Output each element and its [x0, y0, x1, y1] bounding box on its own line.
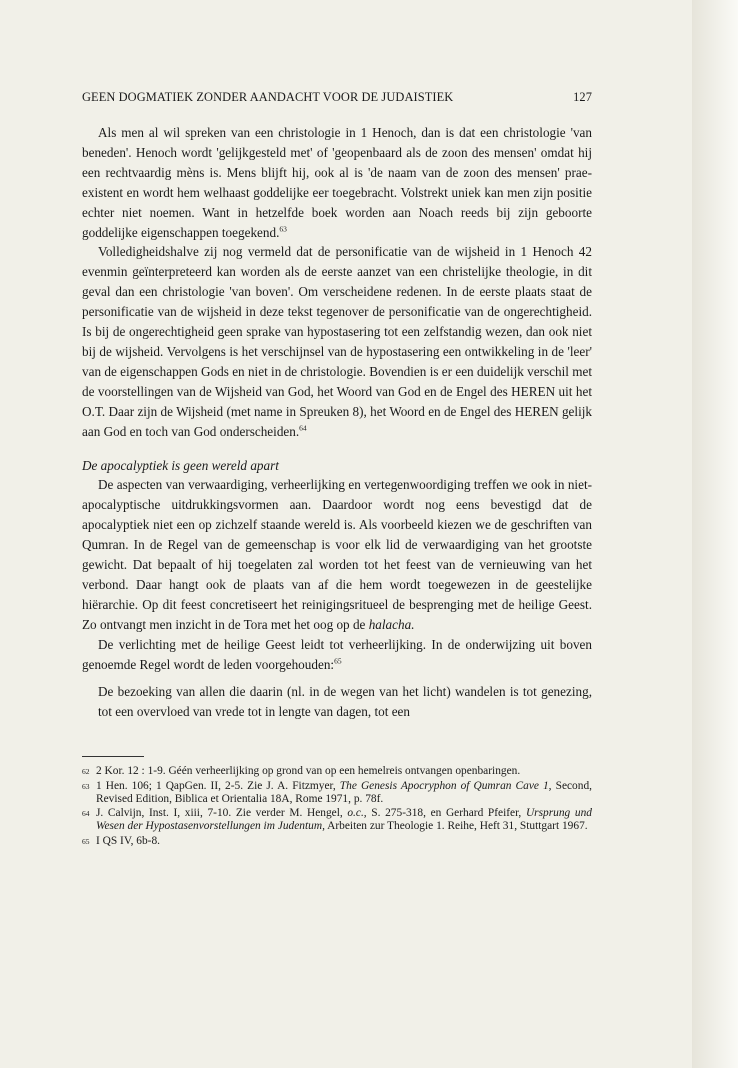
footnote-text: J. Calvijn, Inst. I, xiii, 7-10. Zie verder M. Hengel, o.c., S. 275-318, en Gerhard Pfeifer, Ursprung und Wesen der Hypostasenvorstellungen im Judentum, Arbeiten zur Theologie 1. Reihe, Heft 31, Stuttgart 1967.: [96, 807, 592, 833]
paragraph: De aspecten van verwaardiging, verheerlijking en vertegenwoordiging treffen we ook in niet-apocalyptische uitdrukkingsvormen aan. Daardoor wordt nog eens bevestigd dat de apocalyptiek niet een op zichzelf staande wereld is. Als voorbeeld kiezen we de geschriften van Qumran. In de Regel van de gemeenschap is voor elk lid de verwaardiging van het grootste gewicht. Dat bepaalt of hij toegelaten zal worden tot het feest van de vernieuwing van het verbond. Daar hangt ook de plaats van af die hem wordt toegewezen in de geestelijke hiërarchie. Op dit feest concretiseert het reinigingsritueel de besprenging met de heilige Geest. Zo ontvangt men inzicht in de Tora met het oog op de halacha.: [82, 477, 592, 632]
footnote-number: 65: [82, 836, 90, 846]
block-quote: De bezoeking van allen die daarin (nl. in de wegen van het licht) wandelen is tot genezing, tot een overvloed van vrede tot in lengte van dagen, tot een: [98, 684, 592, 720]
footnote-text: I QS IV, 6b-8.: [96, 834, 161, 847]
footnote-number: 64: [82, 809, 90, 819]
running-header: [82, 90, 592, 105]
paragraph: Volledigheidshalve zij nog vermeld dat de personificatie van de wijsheid in 1 Henoch 42 evenmin geïnterpreteerd kan worden als de eerste aanzet van een christelijke theologie, in dit geval dan een christologie 'van boven'. Om verscheidene redenen. In de eerste plaats staat de personificatie van de wijsheid in deze tekst tegenover de personificatie van de ongerechtigheid. Is bij de ongerechtigheid geen sprake van hypostasering tot een zelfstandig wezen, dan ook niet bij de wijsheid. Vervolgens is het verschijnsel van de hypostasering een ontwikkeling in de 'leer' van de eigenschappen Gods en niet in de christologie. Bovendien is er een duidelijk verschil met de voorstellingen van de Wijsheid van God, het Woord van God en de Engel des HEREN uit het O.T. Daar zijn de Wijsheid (met name in Spreuken 8), het Woord en de Engel des HEREN gelijk aan God en toch van God onderscheiden.$^{64}$: [82, 244, 592, 439]
footnote-ref: 64: [299, 423, 307, 433]
footnote-number: 63: [82, 781, 90, 791]
footnote-divider: [82, 756, 144, 757]
body-text: [82, 123, 592, 674]
page-number: 127: [573, 90, 592, 104]
footnote: [82, 765, 592, 778]
page-gutter-shadow: [692, 0, 738, 1068]
paragraph: Als men al wil spreken van een christologie in 1 Henoch, dan is dat een christologie 'van beneden'. Henoch wordt 'gelijkgesteld met' of 'geopenbaard als de zoon des mensen' omdat hij een rechtvaardig mèns is. Mens blijft hij, ook al is 'de naam van de zoon des mensen' prae-existent en wordt hem welhaast goddelijke eer toegebracht. Volstrekt uniek kan men zijn positie echter niet noemen. Want in hetzelfde boek worden aan Noach reeds bij zijn geboorte goddelijke eigenschappen toegekend.$^{63}$: [82, 125, 592, 240]
paragraph: De verlichting met de heilige Geest leidt tot verheerlijking. In de onderwijzing uit boven genoemde Regel wordt de leden voorgehouden:$^{65}$: [82, 636, 592, 672]
footnote-number: 62: [82, 767, 90, 777]
section-heading: De apocalyptiek is geen wereld apart: [82, 457, 279, 473]
footnote: [82, 780, 592, 807]
footnote: [82, 835, 592, 848]
footnote-text: 2 Kor. 12 : 1-9. Géén verheerlijking op grond van op een hemelreis ontvangen openbaringen.: [96, 765, 521, 778]
book-page: [82, 90, 592, 849]
running-title: GEEN DOGMATIEK ZONDER AANDACHT VOOR DE JUDAISTIEK: [82, 90, 454, 104]
footnote-ref: 63: [279, 224, 287, 234]
footnotes: [82, 765, 592, 848]
footnote-text: 1 Hen. 106; 1 QapGen. II, 2-5. Zie J. A. Fitzmyer, The Genesis Apocryphon of Qumran Cave 1, Second, Revised Edition, Biblica et Orientalia 18A, Rome 1971, p. 78f.: [96, 779, 592, 805]
footnote: [82, 807, 592, 834]
footnote-ref: 65: [334, 656, 342, 666]
